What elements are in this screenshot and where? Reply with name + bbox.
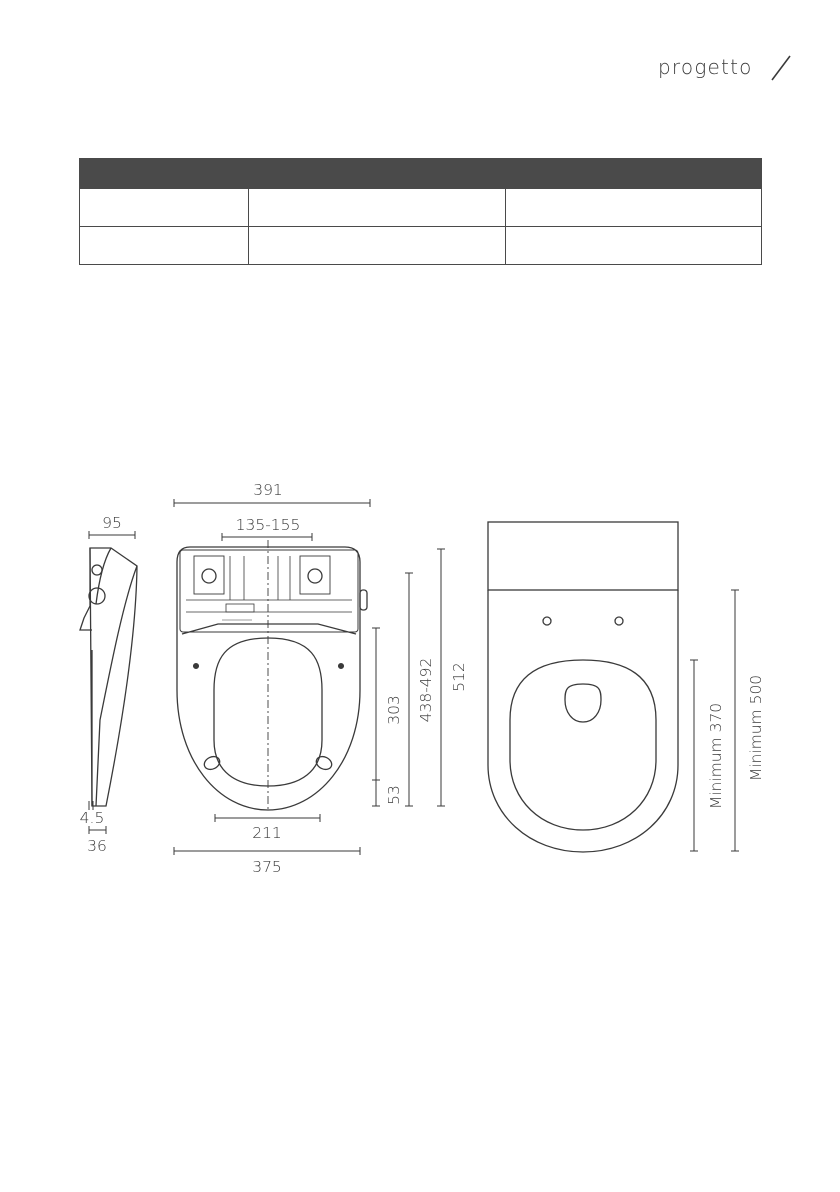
pan-top-view xyxy=(488,522,678,852)
dim-label-135-155: 135-155 xyxy=(235,516,301,534)
dim-label-211: 211 xyxy=(252,824,282,842)
dim-label-minimum-370: Minimum 370 xyxy=(707,702,725,810)
logo-wordmark: progetto xyxy=(658,55,753,79)
seat-top-view xyxy=(177,540,367,812)
dim-label-53: 53 xyxy=(385,785,403,805)
dim-label-391: 391 xyxy=(253,481,283,499)
dim-label-375: 375 xyxy=(252,858,282,876)
dim-label-303: 303 xyxy=(385,695,403,725)
dim-label-4-5: 4.5 xyxy=(79,809,105,827)
dim-label-95: 95 xyxy=(102,514,122,532)
dim-label-438-492: 438-492 xyxy=(417,657,435,723)
dim-label-minimum-500: Minimum 500 xyxy=(747,674,765,782)
dimension-lines xyxy=(89,499,739,855)
side-view xyxy=(80,548,137,806)
dimension-labels xyxy=(80,481,765,876)
dim-label-36: 36 xyxy=(87,837,107,855)
dim-label-512: 512 xyxy=(450,662,468,692)
